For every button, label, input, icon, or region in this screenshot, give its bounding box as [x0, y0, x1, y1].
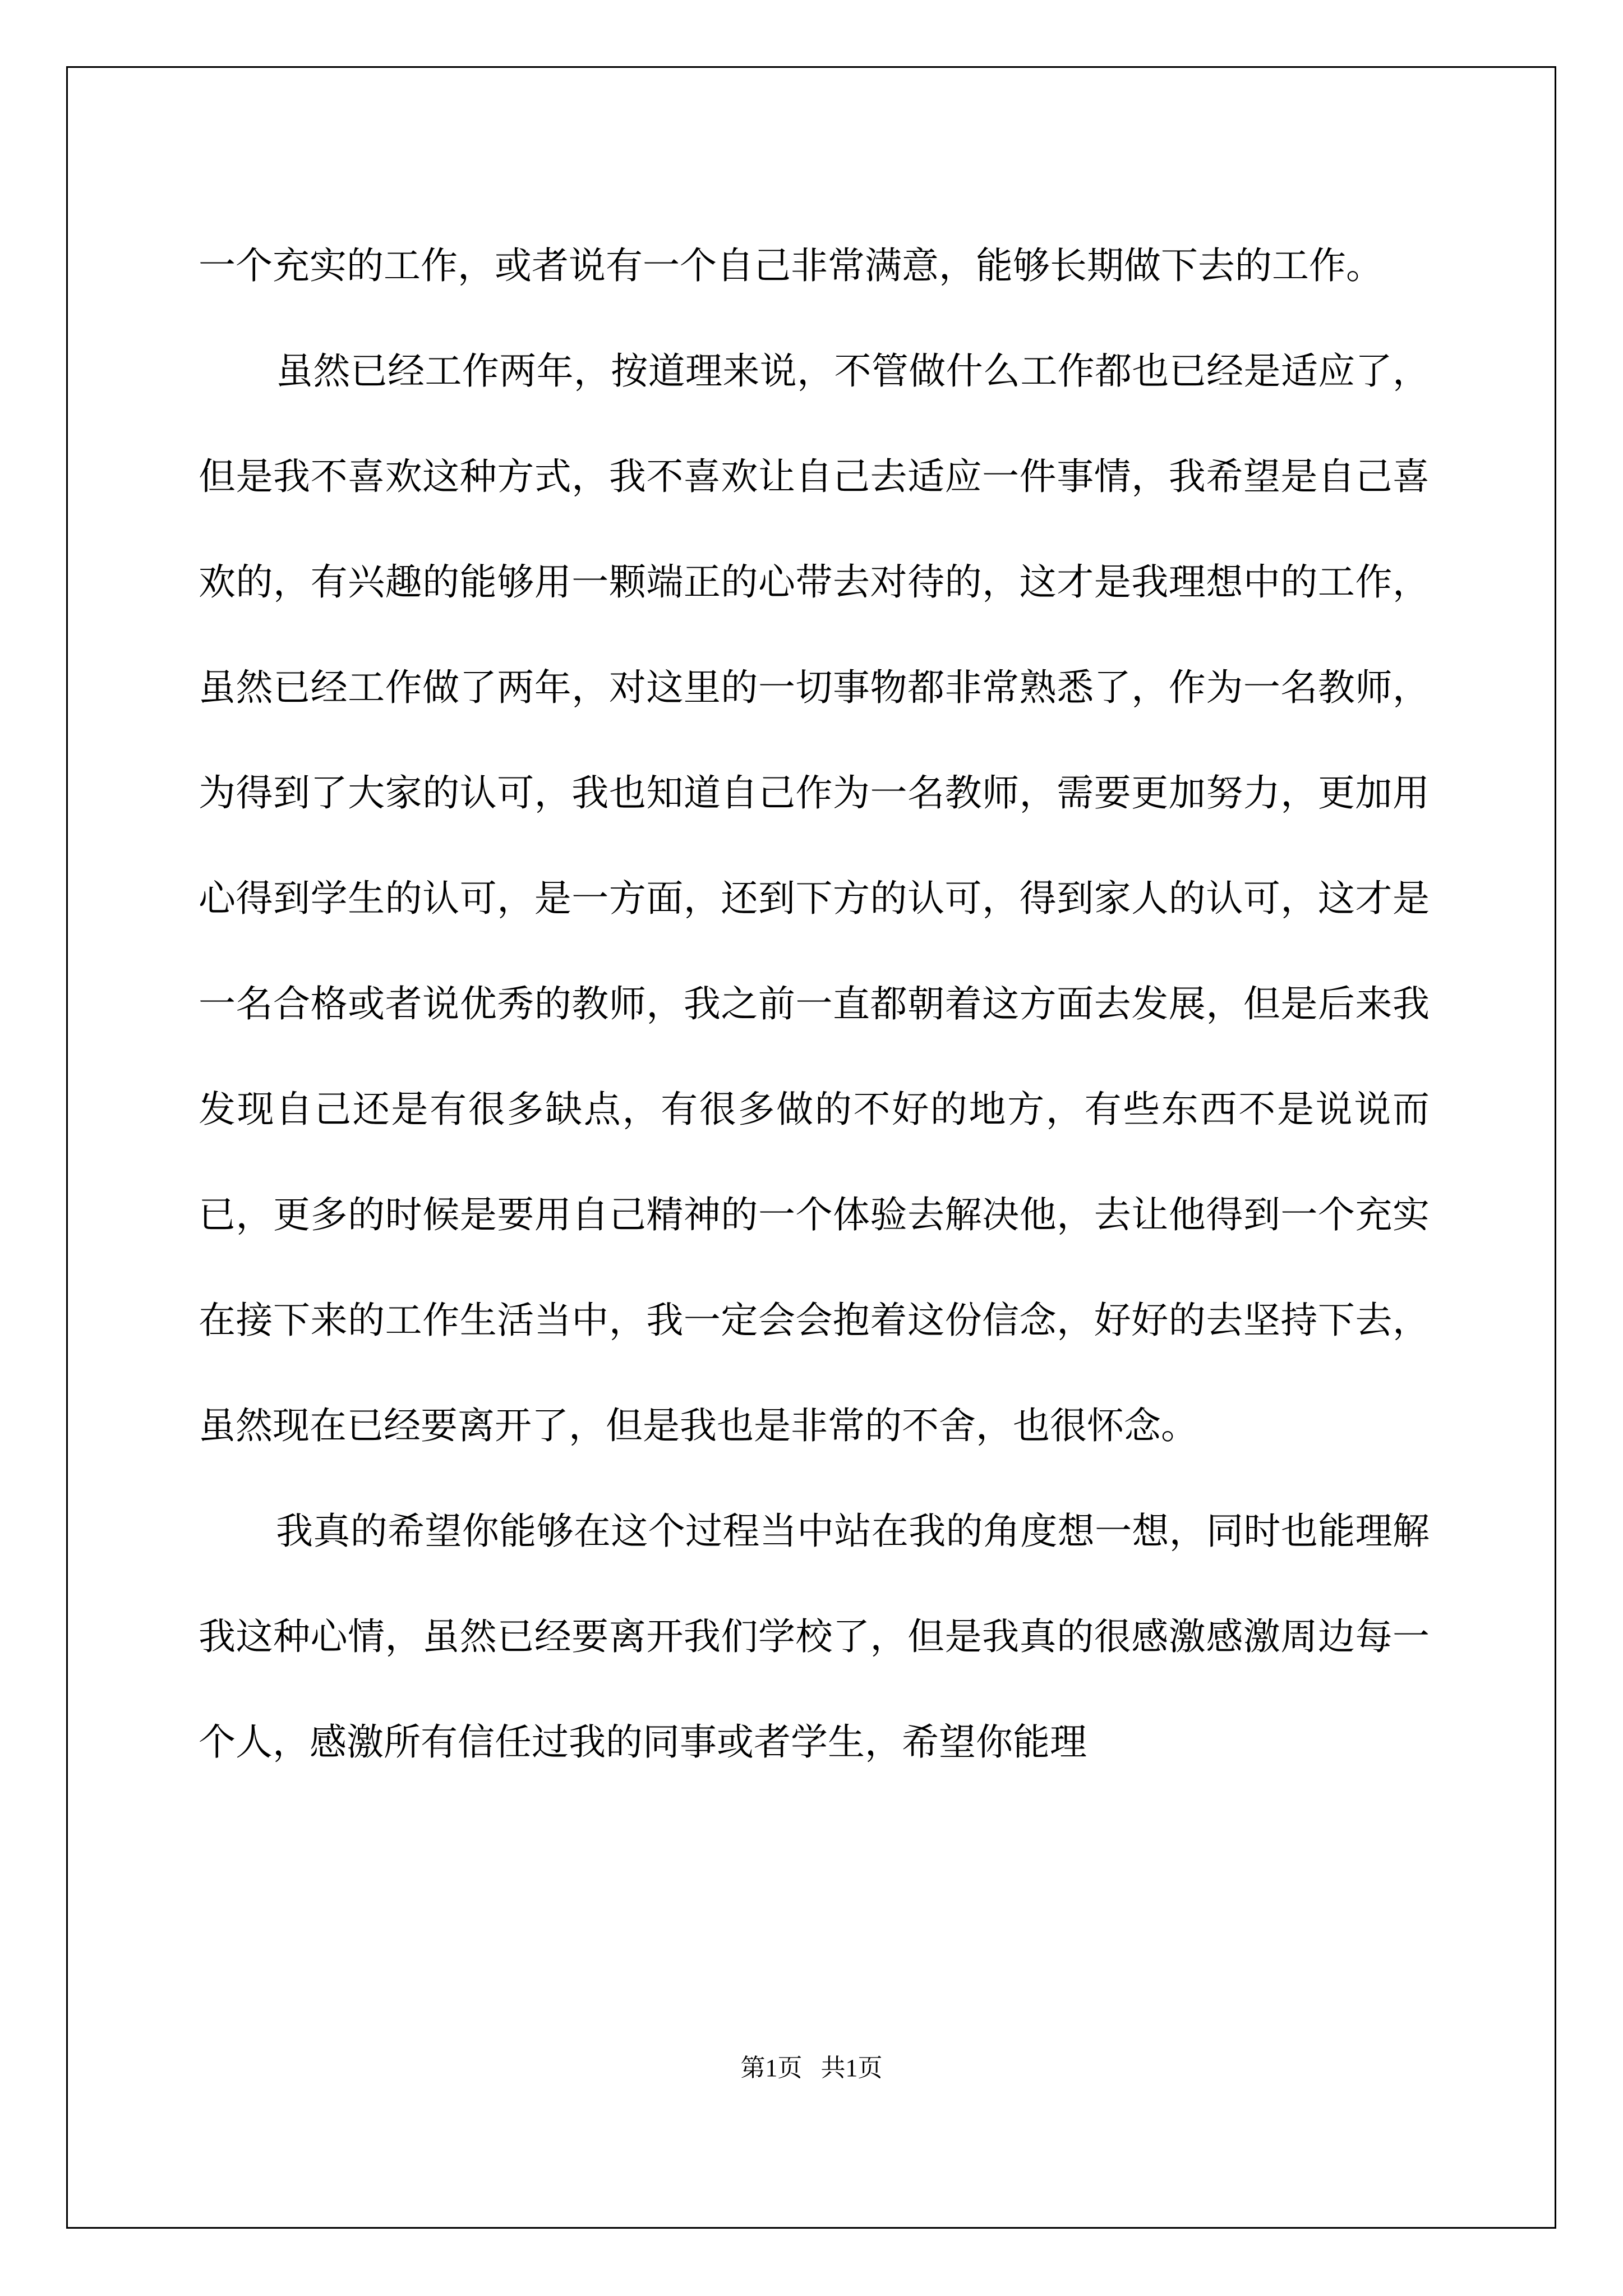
document-body	[199, 213, 1430, 1795]
paragraph-1: 一个充实的工作，或者说有一个自己非常满意，能够长期做下去的工作。	[199, 244, 1383, 287]
paragraph-3: 我真的希望你能够在这个过程当中站在我的角度想一想，同时也能理解我这种心情，虽然已经要离开我们学校了，但是我真的很感激感激周边每一个人，感激所有信任过我的同事或者学生，希望你能理	[199, 1510, 1430, 1764]
paragraph-2: 虽然已经工作两年，按道理来说，不管做什么工作都也已经是适应了，但是我不喜欢这种方式，我不喜欢让自己去适应一件事情，我希望是自己喜欢的，有兴趣的能够用一颗端正的心带去对待的，这才是我理想中的工作，虽然已经工作做了两年，对这里的一切事物都非常熟悉了，作为一名教师，为得到了大家的认可，我也知道自己作为一名教师，需要更加努力，更加用心得到学生的认可，是一方面，还到下方的认可，得到家人的认可，这才是一名合格或者说优秀的教师，我之前一直都朝着这方面去发展，但是后来我发现自己还是有很多缺点，有很多做的不好的地方，有些东西不是说说而已，更多的时候是要用自己精神的一个体验去解决他，去让他得到一个充实在接下来的工作生活当中，我一定会会抱着这份信念，好好的去坚持下去，虽然现在已经要离开了，但是我也是非常的不舍，也很怀念。	[199, 349, 1430, 1447]
page-number-footer: 第1页 共1页	[740, 2054, 883, 2082]
